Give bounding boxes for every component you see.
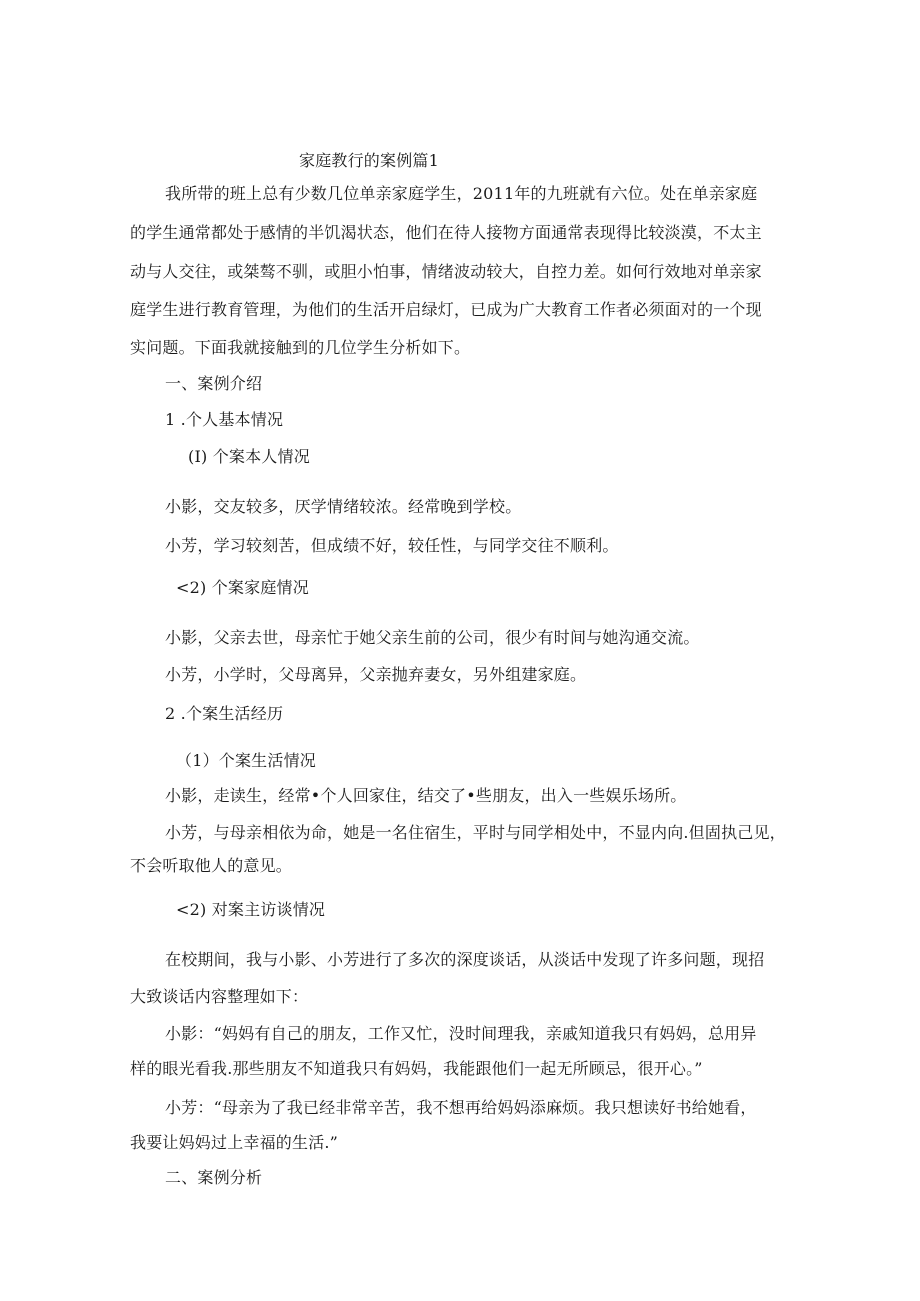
intro-line-5: 实问题。下面我就接触到的几位学生分析如下。: [130, 338, 471, 357]
interview-quote: 小影：“妈妈有自己的朋友，工作又忙，没时间理我，亲戚知道我只有妈妈，总用异: [165, 1024, 757, 1043]
intro-line-1: 我所带的班上总有少数几位单亲家庭学生，2011年的九班就有六位。处在单亲家庭: [165, 184, 758, 203]
intro-line-4: 庭学生进行教育管理，为他们的生活开启绿灯，已成为广大教育工作者必须面对的一个现: [130, 300, 762, 319]
subheading-1-2: <2) 个案家庭情况: [176, 578, 309, 597]
case-line: 小影，交友较多，厌学情绪较浓。经常晚到学校。: [165, 497, 522, 516]
interview-line: 在校期间，我与小影、小芳进行了多次的深度谈话，从淡话中发现了许多问题，现招: [165, 950, 765, 969]
document-title: 家庭教行的案例篇1: [299, 151, 439, 170]
section-heading-2: 二、案例分析: [165, 1168, 263, 1187]
item-heading-2: 2 .个案生活经历: [165, 704, 284, 723]
life-line: 小影，走读生，经常•个人回家住，结交了•些朋友，出入一些娱乐场所。: [165, 786, 687, 805]
family-line: 小影，父亲去世，母亲忙于她父亲生前的公司，很少有时间与她沟通交流。: [165, 628, 700, 647]
family-line: 小芳，小学时，父母离异，父亲抛弃妻女，另外组建家庭。: [165, 665, 587, 684]
interview-line: 大致谈话内容整理如下：: [130, 987, 309, 1006]
interview-quote: 我要让妈妈过上幸福的生活.”: [130, 1133, 339, 1152]
subheading-2-2: <2) 对案主访谈情况: [176, 900, 326, 919]
life-line: 小芳，与母亲相依为命，她是一名住宿生，平时与同学相处中，不显内向.但固执己见，: [165, 823, 786, 842]
intro-line-3: 动与人交往，或桀骜不驯，或胆小怕事，情绪波动较大，自控力差。如何行效地对单亲家: [130, 262, 762, 281]
intro-line-2: 的学生通常都处于感情的半饥渴状态，他们在待人接物方面通常表现得比较淡漠，不太主: [130, 223, 762, 242]
item-heading-1: 1 .个人基本情况: [165, 410, 284, 429]
subheading-2-1: （1）个案生活情况: [176, 751, 316, 770]
interview-quote: 小芳：“母亲为了我已经非常辛苦，我不想再给妈妈添麻烦。我只想读好书给她看，: [165, 1098, 757, 1117]
subheading-1-1: (I) 个案本人情况: [188, 447, 310, 466]
life-line: 不会听取他人的意见。: [130, 856, 293, 875]
interview-quote: 样的眼光看我.那些朋友不知道我只有妈妈，我能跟他们一起无所顾忌，很开心。”: [130, 1059, 703, 1078]
case-line: 小芳，学习较刻苦，但成绩不好，较任性，与同学交往不顺利。: [165, 536, 619, 555]
section-heading-1: 一、案例介绍: [165, 374, 263, 393]
